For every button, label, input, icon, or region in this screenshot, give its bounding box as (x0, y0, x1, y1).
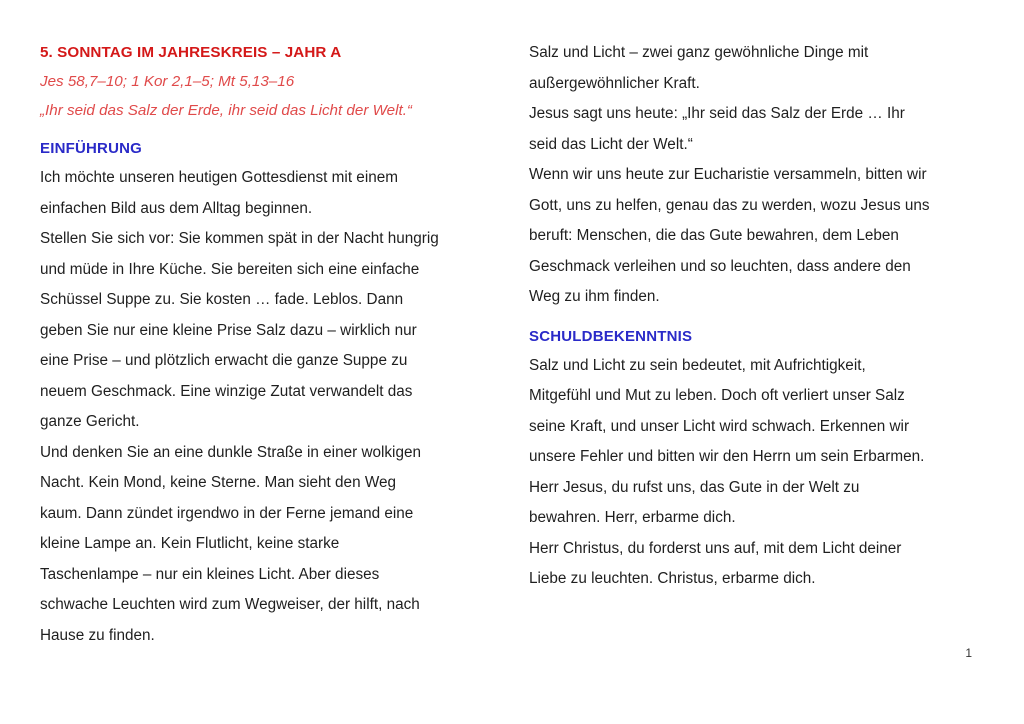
text-line: seid das Licht der Welt.“ (529, 135, 693, 153)
text-line: schwache Leuchten wird zum Wegweiser, der hilft, nach (40, 596, 420, 613)
text-line: Geschmack verleihen und so leuchten, dass andere den (529, 257, 911, 275)
text-line: außergewöhnlicher Kraft. (529, 74, 700, 92)
text-line: seine Kraft, und unser Licht wird schwach. Erkennen wir (529, 417, 910, 435)
antiphon-quote: „Ihr seid das Salz der Erde, ihr seid das Licht der Welt.“ (40, 102, 412, 119)
text-line: bewahren. Herr, erbarme dich. (529, 509, 736, 526)
paragraph (529, 351, 991, 473)
text-line: Liebe zu leuchten. Christus, erbarme dich. (529, 570, 816, 587)
text-line: eine Prise – und plötzlich erwacht die ganze Suppe zu (40, 352, 408, 369)
text-line: unsere Fehler und bitten wir den Herrn um sein Erbarmen. (529, 448, 925, 465)
text-line: Hause zu finden. (40, 626, 155, 644)
text-line: geben Sie nur eine kleine Prise Salz dazu – wirklich nur (40, 321, 417, 339)
text-line: kaum. Dann zündet irgendwo in der Ferne jemand eine (40, 504, 414, 522)
page-number: 1 (965, 646, 972, 660)
right-column (529, 38, 991, 595)
text-line: Schüssel Suppe zu. Sie kosten … fade. Leblos. Dann (40, 291, 404, 308)
paragraph (40, 224, 492, 438)
text-line: Salz und Licht – zwei ganz gewöhnliche Dinge mit (529, 44, 869, 61)
paragraph (40, 163, 492, 224)
text-line: Stellen Sie sich vor: Sie kommen spät in der Nacht hungrig (40, 230, 439, 247)
text-line: einfachen Bild aus dem Alltag beginnen. (40, 199, 313, 217)
text-line: Wenn wir uns heute zur Eucharistie versammeln, bitten wir (529, 166, 927, 183)
paragraph (529, 534, 991, 595)
paragraph (529, 99, 991, 160)
section-heading-einfuehrung: EINFÜHRUNG (40, 140, 142, 157)
text-line: Jesus sagt uns heute: „Ihr seid das Salz der Erde … Ihr (529, 105, 905, 122)
text-line: Weg zu ihm finden. (529, 288, 660, 305)
text-line: Herr Christus, du forderst uns auf, mit dem Licht deiner (529, 539, 902, 557)
paragraph (529, 38, 991, 99)
left-column (40, 38, 492, 651)
paragraph (529, 160, 991, 313)
text-line: Herr Jesus, du rufst uns, das Gute in der Welt zu (529, 478, 860, 496)
text-line: Und denken Sie an eine dunkle Straße in einer wolkigen (40, 443, 421, 461)
text-line: Ich möchte unseren heutigen Gottesdienst mit einem (40, 169, 398, 186)
text-line: Salz und Licht zu sein bedeutet, mit Aufrichtigkeit, (529, 356, 866, 374)
paragraph (40, 438, 492, 652)
text-line: Nacht. Kein Mond, keine Sterne. Man sieht den Weg (40, 474, 396, 491)
text-line: beruft: Menschen, die das Gute bewahren, dem Leben (529, 227, 899, 244)
paragraph (529, 473, 991, 534)
text-line: Mitgefühl und Mut zu leben. Doch oft verliert unser Salz (529, 387, 905, 404)
text-line: kleine Lampe an. Kein Flutlicht, keine starke (40, 535, 340, 552)
text-line: ganze Gericht. (40, 413, 140, 430)
scripture-readings: Jes 58,7–10; 1 Kor 2,1–5; Mt 5,13–16 (40, 73, 295, 90)
text-line: neuem Geschmack. Eine winzige Zutat verwandelt das (40, 382, 413, 400)
text-line: und müde in Ihre Küche. Sie bereiten sich eine einfache (40, 260, 420, 278)
text-line: Gott, uns zu helfen, genau das zu werden, wozu Jesus uns (529, 196, 930, 214)
text-line: Taschenlampe – nur ein kleines Licht. Aber dieses (40, 565, 380, 583)
page-title: 5. SONNTAG IM JAHRESKREIS – JAHR A (40, 44, 342, 61)
section-heading-schuldbekenntnis: SCHULDBEKENNTNIS (529, 327, 693, 345)
